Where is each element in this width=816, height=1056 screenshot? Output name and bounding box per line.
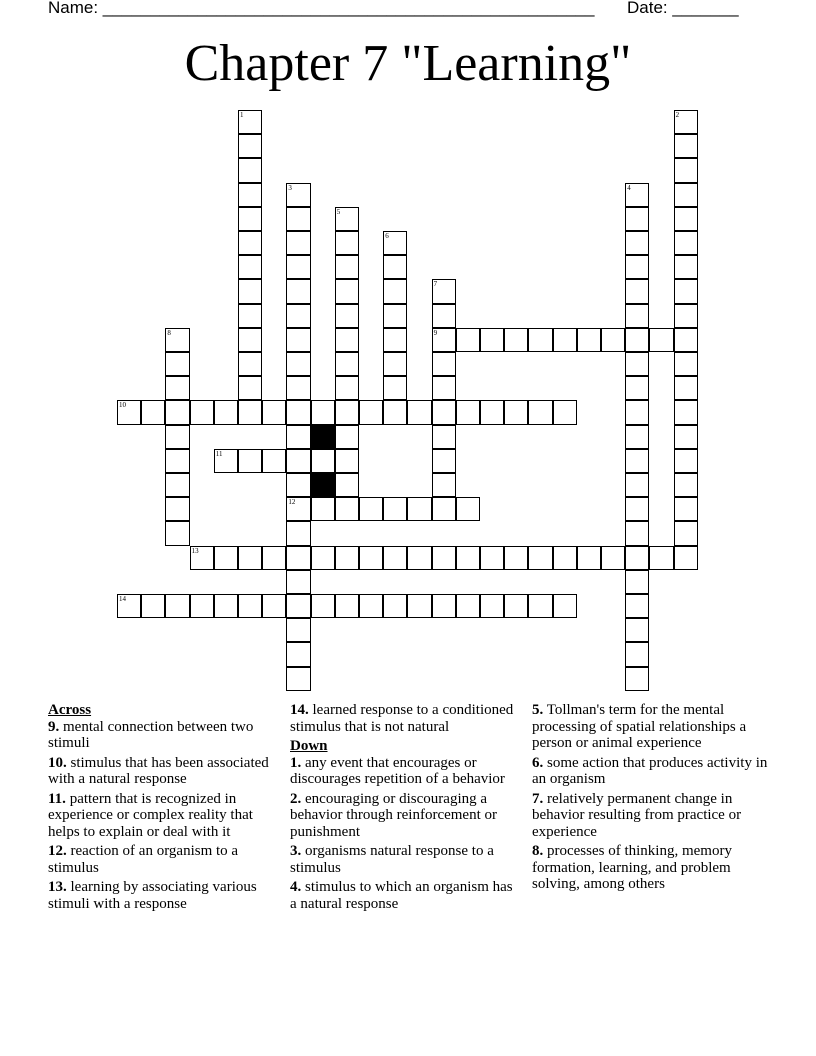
grid-cell[interactable]: [286, 473, 310, 497]
grid-cell[interactable]: [480, 594, 504, 618]
grid-cell[interactable]: [190, 594, 214, 618]
clue-number: 1.: [290, 754, 302, 771]
grid-cell[interactable]: [432, 473, 456, 497]
grid-cell[interactable]: [238, 279, 262, 303]
grid-cell[interactable]: [214, 546, 238, 570]
grid-cell[interactable]: [165, 449, 189, 473]
grid-cell[interactable]: [625, 521, 649, 545]
grid-cell[interactable]: [335, 473, 359, 497]
grid-cell[interactable]: [625, 352, 649, 376]
grid-cell[interactable]: [286, 328, 310, 352]
grid-cell[interactable]: [432, 594, 456, 618]
grid-cell[interactable]: [383, 546, 407, 570]
grid-cell[interactable]: [456, 594, 480, 618]
clue-text: relatively permanent change in behavior resulting from practice or experience: [532, 790, 742, 840]
grid-cell[interactable]: [577, 328, 601, 352]
clue-text: processes of thinking, memory formation, learning, and problem solving, among others: [532, 843, 732, 892]
grid-cell[interactable]: [383, 400, 407, 424]
grid-cell[interactable]: [625, 328, 649, 352]
grid-cell[interactable]: [262, 449, 286, 473]
clue-number: 13.: [48, 879, 67, 895]
grid-cell[interactable]: [335, 255, 359, 279]
clue-number-label: 1: [240, 111, 244, 119]
grid-cell[interactable]: [335, 497, 359, 521]
grid-cell[interactable]: [262, 546, 286, 570]
grid-cell[interactable]: [432, 328, 456, 352]
grid-cell[interactable]: [649, 328, 673, 352]
grid-cell[interactable]: [286, 449, 310, 473]
grid-cell[interactable]: [383, 255, 407, 279]
clue-down-3: [290, 843, 520, 876]
down-heading: Down: [290, 738, 328, 754]
clue-across-10: [48, 755, 284, 788]
grid-cell[interactable]: [165, 352, 189, 376]
clue-number-label: 3: [288, 183, 292, 192]
clue-number: 8.: [532, 843, 544, 859]
grid-cell[interactable]: [504, 546, 528, 570]
clue-number: 6.: [532, 754, 544, 771]
grid-cell[interactable]: [117, 400, 141, 424]
grid-cell[interactable]: [238, 449, 262, 473]
across-heading: Across: [48, 702, 92, 718]
grid-cell[interactable]: [456, 497, 480, 521]
grid-cell[interactable]: [625, 207, 649, 231]
grid-cell[interactable]: [286, 352, 310, 376]
grid-cell[interactable]: [335, 231, 359, 255]
grid-cell[interactable]: [383, 594, 407, 618]
clue-text: Tollman's term for the mental processing of spatial relationships a person or animal experience: [532, 702, 747, 751]
grid-cell[interactable]: [407, 497, 431, 521]
grid-cell[interactable]: [625, 642, 649, 666]
grid-cell[interactable]: [432, 497, 456, 521]
grid-cell[interactable]: [674, 328, 698, 352]
clue-down-8: [532, 843, 768, 893]
grid-cell[interactable]: [335, 352, 359, 376]
grid-cell[interactable]: [117, 594, 141, 618]
clue-down-4: [290, 879, 520, 912]
clue-across-14: [290, 702, 520, 735]
grid-cell[interactable]: [165, 328, 189, 352]
grid-cell[interactable]: [214, 594, 238, 618]
clue-number-label: 7: [433, 280, 438, 289]
grid-cell[interactable]: [238, 255, 262, 279]
grid-cell[interactable]: [577, 546, 601, 570]
grid-cell[interactable]: [432, 546, 456, 570]
grid-cell[interactable]: [311, 400, 335, 424]
grid-cell[interactable]: [311, 497, 335, 521]
grid-cell[interactable]: [625, 667, 649, 691]
grid-cell[interactable]: [165, 376, 189, 400]
grid-cell[interactable]: [165, 425, 189, 449]
grid-cell[interactable]: [504, 594, 528, 618]
grid-cell[interactable]: [335, 207, 359, 231]
clue-number: 9.: [48, 718, 60, 735]
clue-number-label: 10: [119, 401, 126, 410]
grid-cell[interactable]: [286, 304, 310, 328]
grid-cell[interactable]: [286, 400, 310, 424]
grid-cell[interactable]: [601, 328, 625, 352]
grid-cell[interactable]: [674, 110, 698, 134]
clue-text: some action that produces activity in an organism: [532, 754, 768, 787]
grid-cell[interactable]: [359, 546, 383, 570]
clue-number: 3.: [290, 843, 302, 859]
clue-across-11: [48, 791, 284, 841]
grid-cell[interactable]: [238, 134, 262, 158]
name-field[interactable]: Name: ____________________________________________________: [48, 0, 595, 17]
clue-text: pattern that is recognized in experience or complex reality that helps to explain or deal with it: [48, 790, 253, 840]
grid-cell[interactable]: [238, 400, 262, 424]
grid-cell[interactable]: [625, 400, 649, 424]
grid-cell[interactable]: [165, 473, 189, 497]
grid-cell[interactable]: [553, 594, 577, 618]
grid-cell[interactable]: [286, 642, 310, 666]
grid-cell[interactable]: [674, 376, 698, 400]
grid-cell[interactable]: [238, 546, 262, 570]
clue-number-label: 9: [433, 328, 438, 337]
clue-across-12: [48, 843, 284, 876]
grid-cell[interactable]: [286, 425, 310, 449]
grid-cell[interactable]: [238, 376, 262, 400]
clue-across-13: [48, 879, 284, 912]
grid-cell[interactable]: [625, 497, 649, 521]
black-cell: [311, 425, 335, 449]
grid-cell[interactable]: [528, 328, 552, 352]
clue-text: stimulus to which an organism has a natural response: [290, 879, 513, 912]
clue-text: organisms natural response to a stimulus: [290, 843, 494, 876]
grid-cell[interactable]: [335, 546, 359, 570]
black-cell: [311, 473, 335, 497]
clue-across-9: [48, 719, 284, 752]
grid-cell[interactable]: [456, 328, 480, 352]
grid-cell[interactable]: [601, 546, 625, 570]
clues-column-2: [290, 702, 520, 915]
clue-number-label: 8: [167, 328, 171, 337]
grid-cell[interactable]: [674, 521, 698, 545]
grid-cell[interactable]: [625, 618, 649, 642]
grid-cell[interactable]: [480, 546, 504, 570]
grid-cell[interactable]: [190, 546, 214, 570]
grid-cell[interactable]: [165, 521, 189, 545]
clue-number-label: 6: [385, 232, 389, 240]
grid-cell[interactable]: [432, 376, 456, 400]
grid-cell[interactable]: [286, 279, 310, 303]
grid-cell[interactable]: [238, 231, 262, 255]
grid-cell[interactable]: [625, 183, 649, 207]
clue-text: any event that encourages or discourages repetition of a behavior: [290, 754, 505, 787]
grid-cell[interactable]: [674, 158, 698, 182]
grid-cell[interactable]: [238, 304, 262, 328]
grid-cell[interactable]: [359, 594, 383, 618]
grid-cell[interactable]: [335, 400, 359, 424]
grid-cell[interactable]: [674, 183, 698, 207]
clue-number-label: 2: [675, 111, 680, 119]
grid-cell[interactable]: [335, 328, 359, 352]
grid-cell[interactable]: [286, 376, 310, 400]
clue-number: 12.: [48, 843, 67, 859]
clue-number: 2.: [290, 790, 302, 807]
clues-column-3: [532, 702, 768, 896]
clue-number: 7.: [532, 790, 544, 807]
grid-cell[interactable]: [553, 328, 577, 352]
grid-cell[interactable]: [674, 497, 698, 521]
grid-cell[interactable]: [432, 400, 456, 424]
grid-cell[interactable]: [311, 449, 335, 473]
grid-cell[interactable]: [286, 667, 310, 691]
grid-cell[interactable]: [432, 425, 456, 449]
clue-number-label: 5: [336, 207, 341, 216]
page-title: Chapter 7 "Learning": [184, 35, 632, 92]
grid-cell[interactable]: [674, 134, 698, 158]
grid-cell[interactable]: [141, 400, 165, 424]
grid-cell[interactable]: [504, 400, 528, 424]
grid-cell[interactable]: [335, 304, 359, 328]
grid-cell[interactable]: [359, 497, 383, 521]
grid-cell[interactable]: [238, 594, 262, 618]
grid-cell[interactable]: [286, 207, 310, 231]
clue-text: stimulus that has been associated with a natural response: [48, 754, 269, 787]
grid-cell[interactable]: [214, 400, 238, 424]
grid-cell[interactable]: [674, 425, 698, 449]
grid-cell[interactable]: [456, 546, 480, 570]
grid-cell[interactable]: [674, 400, 698, 424]
clue-number: 10.: [48, 754, 67, 771]
grid-cell[interactable]: [383, 231, 407, 255]
clue-down-6: [532, 755, 768, 788]
grid-cell[interactable]: [625, 255, 649, 279]
grid-cell[interactable]: [407, 400, 431, 424]
grid-cell[interactable]: [625, 449, 649, 473]
clue-down-2: [290, 791, 520, 841]
grid-cell[interactable]: [286, 570, 310, 594]
clue-down-1: [290, 755, 520, 788]
grid-cell[interactable]: [553, 400, 577, 424]
clue-number: 14.: [290, 702, 309, 718]
clue-text: encouraging or discouraging a behavior through reinforcement or punishment: [290, 790, 498, 840]
grid-cell[interactable]: [238, 352, 262, 376]
grid-cell[interactable]: [311, 546, 335, 570]
date-field[interactable]: Date: _______: [627, 0, 739, 17]
grid-cell[interactable]: [286, 594, 310, 618]
clue-number: 11.: [48, 790, 66, 807]
grid-cell[interactable]: [383, 352, 407, 376]
grid-cell[interactable]: [674, 546, 698, 570]
grid-cell[interactable]: [286, 521, 310, 545]
grid-cell[interactable]: [625, 279, 649, 303]
clue-number-label: 13: [191, 546, 199, 555]
grid-cell[interactable]: [674, 352, 698, 376]
clue-number: 5.: [532, 702, 544, 718]
clue-number-label: 12: [288, 498, 296, 507]
grid-cell[interactable]: [674, 207, 698, 231]
clue-text: learning by associating various stimuli with a response: [48, 879, 257, 912]
grid-cell[interactable]: [238, 183, 262, 207]
grid-cell[interactable]: [674, 449, 698, 473]
grid-cell[interactable]: [190, 400, 214, 424]
clue-number-label: 11: [215, 449, 223, 458]
grid-cell[interactable]: [625, 570, 649, 594]
grid-cell[interactable]: [625, 425, 649, 449]
grid-cell[interactable]: [335, 449, 359, 473]
clue-number-label: 4: [627, 183, 631, 192]
grid-cell[interactable]: [553, 546, 577, 570]
clue-text: learned response to a conditioned stimulus that is not natural: [290, 702, 514, 735]
grid-cell[interactable]: [335, 279, 359, 303]
clue-down-7: [532, 791, 768, 841]
grid-cell[interactable]: [528, 400, 552, 424]
grid-cell[interactable]: [407, 594, 431, 618]
clue-down-5: [532, 702, 768, 752]
grid-cell[interactable]: [335, 594, 359, 618]
grid-cell[interactable]: [456, 400, 480, 424]
grid-cell[interactable]: [528, 594, 552, 618]
clue-text: reaction of an organism to a stimulus: [48, 843, 239, 876]
grid-cell[interactable]: [262, 400, 286, 424]
grid-cell[interactable]: [238, 110, 262, 134]
grid-cell[interactable]: [286, 231, 310, 255]
grid-cell[interactable]: [625, 473, 649, 497]
grid-cell[interactable]: [262, 594, 286, 618]
grid-cell[interactable]: [432, 449, 456, 473]
grid-cell[interactable]: [625, 231, 649, 255]
grid-cell[interactable]: [214, 449, 238, 473]
grid-cell[interactable]: [504, 328, 528, 352]
clue-number-label: 14: [119, 595, 126, 603]
grid-cell[interactable]: [286, 546, 310, 570]
grid-cell[interactable]: [383, 328, 407, 352]
grid-cell[interactable]: [674, 255, 698, 279]
clue-number: 4.: [290, 879, 302, 895]
grid-cell[interactable]: [625, 376, 649, 400]
grid-cell[interactable]: [165, 497, 189, 521]
grid-cell[interactable]: [432, 304, 456, 328]
grid-cell[interactable]: [625, 546, 649, 570]
grid-cell[interactable]: [383, 376, 407, 400]
grid-cell[interactable]: [407, 546, 431, 570]
grid-cell[interactable]: [311, 594, 335, 618]
grid-cell[interactable]: [238, 328, 262, 352]
grid-cell[interactable]: [383, 497, 407, 521]
grid-cell[interactable]: [480, 400, 504, 424]
grid-cell[interactable]: [335, 376, 359, 400]
grid-cell[interactable]: [674, 279, 698, 303]
grid-cell[interactable]: [335, 425, 359, 449]
grid-cell[interactable]: [674, 231, 698, 255]
grid-cell[interactable]: [383, 304, 407, 328]
grid-cell[interactable]: [165, 400, 189, 424]
grid-cell[interactable]: [480, 328, 504, 352]
grid-cell[interactable]: [165, 594, 189, 618]
grid-cell[interactable]: [674, 473, 698, 497]
grid-cell[interactable]: [625, 594, 649, 618]
grid-cell[interactable]: [674, 304, 698, 328]
grid-cell[interactable]: [286, 497, 310, 521]
grid-cell[interactable]: [238, 158, 262, 182]
grid-cell[interactable]: [238, 207, 262, 231]
grid-cell[interactable]: [383, 279, 407, 303]
grid-cell[interactable]: [432, 352, 456, 376]
grid-cell[interactable]: [141, 594, 165, 618]
clues-column-1: [48, 702, 284, 915]
grid-cell[interactable]: [432, 279, 456, 303]
grid-cell[interactable]: [649, 546, 673, 570]
grid-cell[interactable]: [528, 546, 552, 570]
clue-text: mental connection between two stimuli: [48, 718, 254, 751]
grid-cell[interactable]: [625, 304, 649, 328]
grid-cell[interactable]: [359, 400, 383, 424]
grid-cell[interactable]: [286, 618, 310, 642]
grid-cell[interactable]: [286, 255, 310, 279]
grid-cell[interactable]: [286, 183, 310, 207]
